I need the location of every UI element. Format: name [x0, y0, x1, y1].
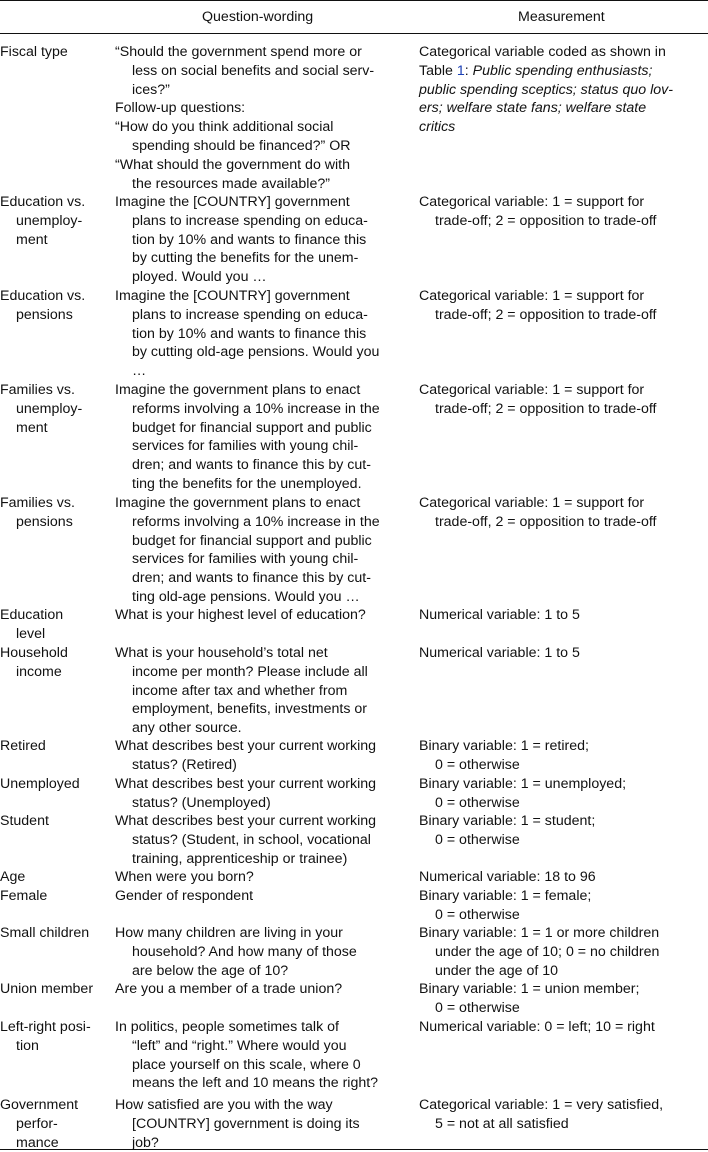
variable-name: Age: [0, 869, 26, 885]
table-1-link[interactable]: 1: [456, 62, 465, 79]
variable-name: Retired: [0, 738, 46, 754]
variable-name: Small children: [0, 925, 90, 941]
measurement: Categorical variable: 1 = support for trade-off, 2 = opposition to trade-off: [419, 495, 657, 530]
variable-name: Families vs. unemploy- ment: [0, 382, 83, 436]
question-wording: What describes best your current working status? (Unemployed): [115, 776, 377, 811]
variable-name: Unemployed: [0, 776, 80, 792]
measurement: Numerical variable: 0 = left; 10 = right: [419, 1019, 655, 1035]
variable-name: Families vs. pensions: [0, 495, 75, 530]
measurement: Numerical variable: 1 to 5: [419, 607, 580, 623]
table-bottom-rule: [0, 1149, 708, 1150]
measurement: Categorical variable: 1 = support for trade-off; 2 = opposition to trade-off: [419, 194, 657, 229]
measurement: Categorical variable: 1 = very satisfied, 5 = not at all satisfied: [419, 1097, 664, 1132]
question-wording: Gender of respondent: [115, 888, 254, 904]
variable-name: Fiscal type: [0, 44, 68, 60]
question-wording: What is your highest level of education?: [115, 607, 366, 623]
table-top-rule: [0, 0, 708, 1]
variable-name: Household income: [0, 645, 68, 680]
question-wording: Imagine the government plans to enact reforms involving a 10% increase in the budget for financial support and public services for families with young chil- dren; and wants to finance this by cut- ting the benefits for the unemployed.: [115, 382, 380, 492]
header-question-wording: Question-wording: [202, 9, 314, 25]
variable-name: Student: [0, 813, 49, 829]
measurement: Binary variable: 1 = 1 or more children under the age of 10; 0 = no children under the age of 10: [419, 925, 660, 979]
variable-name: Education vs. pensions: [0, 288, 86, 323]
question-wording: What describes best your current working status? (Retired): [115, 738, 377, 773]
question-wording: How satisfied are you with the way [COUNTRY] government is doing its job?: [115, 1097, 360, 1151]
header-measurement: Measurement: [518, 9, 605, 25]
question-wording: What is your household’s total net income per month? Please include all income after tax and whether from employment, benefits, investments or any other source.: [115, 645, 368, 737]
measurement: Numerical variable: 18 to 96: [419, 869, 596, 885]
question-wording: Are you a member of a trade union?: [115, 981, 343, 997]
question-wording: “Should the government spend more or less on social benefits and social serv- ices?” Follow-up questions: “How do you think additional social spending should be financed?” OR “What should the government do with the resources made available?”: [115, 44, 375, 192]
variable-name: Education level: [0, 607, 64, 642]
header-rule: [0, 33, 708, 34]
variable-name: Union member: [0, 981, 94, 997]
question-wording: What describes best your current working status? (Student, in school, vocational training, apprenticeship or trainee): [115, 813, 377, 867]
measurement: Categorical variable coded as shown in Table 1: Public spending enthusiasts; public spending sceptics; status quo lov- ers; welfare state fans; welfare state critics: [419, 44, 673, 136]
measurement: Binary variable: 1 = union member; 0 = otherwise: [419, 981, 640, 1016]
question-wording: Imagine the [COUNTRY] government plans to increase spending on educa- tion by 10% and wants to finance this by cutting the benefits for the unem- ployed. Would you …: [115, 194, 368, 286]
measurement: Numerical variable: 1 to 5: [419, 645, 580, 661]
variable-name: Left-right posi- tion: [0, 1019, 91, 1054]
measurement: Binary variable: 1 = retired; 0 = otherwise: [419, 738, 589, 773]
measurement: Binary variable: 1 = student; 0 = otherwise: [419, 813, 596, 848]
variable-name: Government perfor- mance: [0, 1097, 79, 1151]
variable-name: Education vs. unemploy- ment: [0, 194, 86, 248]
question-wording: In politics, people sometimes talk of “left” and “right.” Where would you place yourself on this scale, where 0 means the left and 10 means the right?: [115, 1019, 379, 1092]
question-wording: How many children are living in your household? And how many of those are below the age of 10?: [115, 925, 357, 979]
measurement: Categorical variable: 1 = support for trade-off; 2 = opposition to trade-off: [419, 288, 657, 323]
variable-name: Female: [0, 888, 48, 904]
question-wording: Imagine the government plans to enact reforms involving a 10% increase in the budget for financial support and public services for families with young chil- dren; and wants to finance this by cut- ting old-age pensions. Would you …: [115, 495, 380, 605]
measurement: Binary variable: 1 = female; 0 = otherwise: [419, 888, 592, 923]
measurement: Categorical variable: 1 = support for trade-off; 2 = opposition to trade-off: [419, 382, 657, 417]
measurement: Binary variable: 1 = unemployed; 0 = otherwise: [419, 776, 627, 811]
question-wording: When were you born?: [115, 869, 254, 885]
question-wording: Imagine the [COUNTRY] government plans to increase spending on educa- tion by 10% and wants to finance this by cutting old-age pensions. Would you …: [115, 288, 380, 380]
